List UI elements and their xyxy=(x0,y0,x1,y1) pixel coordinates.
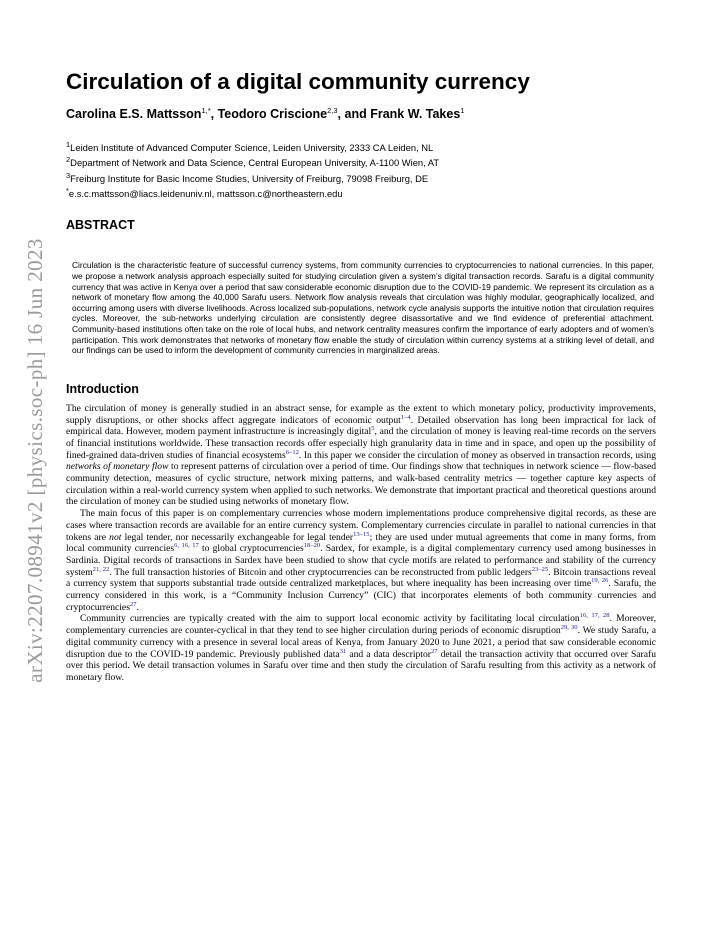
paper-title: Circulation of a digital community currency xyxy=(66,69,530,94)
corresponding-email xyxy=(66,185,656,200)
citation-reference[interactable]: 6–12 xyxy=(285,448,299,456)
affiliation-mark: 3 xyxy=(66,170,71,180)
citation-reference[interactable]: 6, 16, 17 xyxy=(174,542,199,550)
paragraph-text: . We study Sarafu, a digital community currency with a presence in several local areas of Kenya, from January 2020 to June 2021, a period that saw considerable economic disruption due to the COVID-19 pandemic. Previously published data xyxy=(66,625,657,660)
author-affiliation-mark: 2,3 xyxy=(327,106,338,115)
abstract-body: Circulation is the characteristic feature of successful currency systems, from community currencies to cryptocurrencies to national currencies. In this paper, we propose a network analysis approach especially suited for studying circulation given a system’s digital transaction records. Sarafu is a digital community currency that was active in Kenya over a period that saw considerable economic disruption due to the COVID-19 pandemic. We represent its circulation as a network of monetary flow among the 40,000 Sarafu users. Network flow analysis reveals that circulation was highly modular, geographically localized, and occurring among users with diverse livelihoods. Across localized sub-populations, network cycle analysis supports the intuitive notion that circulation requires cycles. Moreover, the sub-networks underlying circulation are consistently degree disassortative and we find evidence of preferential attachment. Community-based institutions often take on the role of local hubs, and network centrality measures confirm the importance of early adopters and of women’s participation. This work demonstrates that networks of monetary flow enable the study of circulation within currency systems at a striking level of detail, and our findings can be used to inform the development of community currencies in marginalized areas. xyxy=(72,260,654,356)
intro-paragraph xyxy=(66,613,656,683)
citation-reference[interactable]: 18–20 xyxy=(303,542,321,550)
affiliation-text: Leiden Institute of Advanced Computer Science, Leiden University, 2333 CA Leiden, NL xyxy=(70,142,434,154)
author-separator: , xyxy=(210,107,218,122)
affiliation-mark: * xyxy=(66,186,69,196)
paragraph-text: to global cryptocurrencies xyxy=(198,543,304,555)
paragraph-text: to represent patterns of circulation over a period of time. Our findings show that techniques in network science — flow-based community detection, measures of cyclic structure, network mixing patterns, and walk-based centrality metrics — together capture key aspects of circulation within a real-world currency system when applied to such networks. We demonstrate that important practical and theoretical questions around the circulation of money can be studied using networks of monetary flow. xyxy=(66,461,657,508)
citation-reference[interactable]: 31 xyxy=(339,647,347,655)
paragraph-text: . Moreover, complementary currencies are counter-cyclical in that they tend to see higher circulation during periods of economic disruption xyxy=(66,613,657,637)
intro-paragraph xyxy=(66,403,656,508)
affiliation-list xyxy=(66,139,656,200)
author-affiliation-mark: 1,* xyxy=(201,106,211,115)
affiliation-mark: 2 xyxy=(66,155,71,165)
citation-reference[interactable]: 13–15 xyxy=(353,530,370,538)
affiliation xyxy=(66,170,656,185)
paragraph-text: and a data descriptor xyxy=(346,648,431,660)
author-name: Carolina E.S. Mattsson xyxy=(66,107,202,122)
emphasis-text: not xyxy=(109,531,122,543)
paragraph-text: ; they are used under mutual agreements that come in many forms, from local community currencies xyxy=(66,531,656,555)
citation-reference[interactable]: 1–4 xyxy=(400,413,411,421)
citation-reference[interactable]: 23–25 xyxy=(531,565,549,573)
paragraph-text: . Sarafu, the currency considered in this work, is a “Community Inclusion Currency” (CIC) that incorporates elements of both community currencies and cryptocurrencies xyxy=(66,578,657,613)
paragraph-text: . The full transaction histories of Bitcoin and other cryptocurrencies can be reconstructed from public ledgers xyxy=(109,566,532,578)
introduction-heading: Introduction xyxy=(66,381,139,396)
citation-reference[interactable]: 27 xyxy=(129,600,137,608)
citation-reference[interactable]: 5 xyxy=(371,425,375,433)
author-separator: , and xyxy=(337,107,371,122)
paragraph-text: . In this paper we consider the circulation of money as observed in transaction records, using xyxy=(298,449,657,461)
affiliation xyxy=(66,139,656,154)
paragraph-text: The circulation of money is generally studied in an abstract sense, for example as the extent to which monetary policy, productivity improvements, supply disruptions, or other shocks affect aggregate indicators of economic output xyxy=(66,402,656,426)
citation-reference[interactable]: 27 xyxy=(430,647,438,655)
paragraph-text: . Sardex, for example, is a digital complementary currency used among businesses in Sardinia. Digital records of transactions in Sardex have been studied to show that cycle motifs are related to performance and stability of the currency system xyxy=(66,543,656,578)
paper-content xyxy=(66,68,656,684)
author-name: Frank W. Takes xyxy=(370,107,461,122)
affiliation-mark: 1 xyxy=(66,140,71,150)
affiliation-text: Department of Network and Data Science, Central European University, A-1100 Wien, AT xyxy=(70,157,440,169)
paragraph-text: . Bitcoin transactions reveal a currency system that supports substantial trade outside centralized marketplaces, but where inequality has been increasing over time xyxy=(66,566,656,590)
paragraph-text: . Detailed observation has long been impractical for lack of empirical data. However, modern payment infrastructure is increasingly digital xyxy=(66,414,656,438)
affiliation-text: Freiburg Institute for Basic Income Studies, University of Freiburg, 79098 Freiburg, DE xyxy=(70,172,429,184)
citation-reference[interactable]: 16, 17, 28 xyxy=(579,612,610,620)
affiliation xyxy=(66,154,656,169)
paragraph-text: . xyxy=(136,601,139,613)
citation-reference[interactable]: 29, 30 xyxy=(560,623,578,631)
intro-paragraph xyxy=(66,508,656,613)
paragraph-text: legal tender, nor necessarily exchangeable for legal tender xyxy=(121,531,354,543)
paragraph-text: , and the circulation of money is leaving real-time records on the servers of financial institutions worldwide. These transaction records offer especially high granularity data in time and in space, and open up the possibility of fined-grained data-driven studies of financial ecosystems xyxy=(66,426,657,461)
arxiv-identifier: arXiv:2207.08941v2 [physics.soc-ph] 16 Jun 2023 xyxy=(22,237,47,683)
email-text: e.s.c.mattsson@liacs.leidenuniv.nl, mattsson.c@northeastern.edu xyxy=(68,188,343,200)
emphasis-text: networks of monetary flow xyxy=(66,461,169,473)
arxiv-stamp xyxy=(12,200,58,720)
author-list xyxy=(66,106,656,121)
paragraph-text: The main focus of this paper is on complementary currencies whose modern implementations produce comprehensive digital records, as these are cases where transaction records are available for an entire currency system. Complementary currencies circulate in parallel to national currencies in that tokens are xyxy=(66,508,656,543)
paragraph-text: detail the transaction activity that occurred over Sarafu over this period. We detail transaction volumes in Sarafu over time and then study the circulation of Sarafu resulting from this activity as a network of monetary flow. xyxy=(66,648,656,683)
author-affiliation-mark: 1 xyxy=(460,106,465,115)
citation-reference[interactable]: 19, 26 xyxy=(591,577,609,585)
citation-reference[interactable]: 21, 22 xyxy=(92,565,110,573)
paragraph-text: Community currencies are typically created with the aim to support local economic activity by facilitating local circulation xyxy=(80,613,580,625)
abstract-heading: ABSTRACT xyxy=(66,218,135,233)
author-name: Teodoro Criscione xyxy=(217,107,328,122)
